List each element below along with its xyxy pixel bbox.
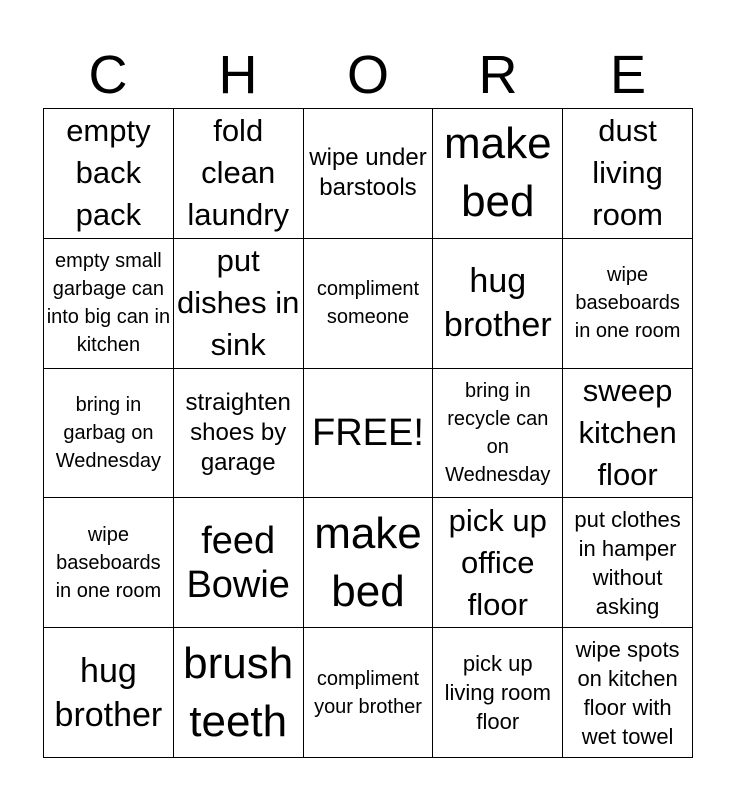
bingo-cell[interactable]: compliment someone xyxy=(304,239,434,369)
bingo-cell[interactable]: put clothes in hamper without asking xyxy=(563,498,693,628)
free-cell[interactable]: FREE! xyxy=(304,369,434,499)
header-letter-h: H xyxy=(218,45,258,105)
bingo-cell[interactable]: wipe baseboards in one room xyxy=(563,239,693,369)
bingo-cell[interactable]: make bed xyxy=(433,109,563,239)
bingo-cell[interactable]: hug brother xyxy=(44,628,174,758)
bingo-cell[interactable]: dust living room xyxy=(563,109,693,239)
bingo-cell[interactable]: bring in recycle can on Wednesday xyxy=(433,369,563,499)
bingo-cell[interactable]: pick up living room floor xyxy=(433,628,563,758)
bingo-grid xyxy=(43,108,693,758)
bingo-cell[interactable]: bring in garbag on Wednesday xyxy=(44,369,174,499)
bingo-cell[interactable]: feed Bowie xyxy=(174,498,304,628)
bingo-cell[interactable]: wipe under barstools xyxy=(304,109,434,239)
bingo-cell[interactable]: put dishes in sink xyxy=(174,239,304,369)
header-letter-c: C xyxy=(88,45,128,105)
header-letter-r: R xyxy=(478,45,518,105)
header-letter-o: O xyxy=(346,45,389,105)
bingo-cell[interactable]: make bed xyxy=(304,498,434,628)
bingo-cell[interactable]: pick up office floor xyxy=(433,498,563,628)
bingo-cell[interactable]: sweep kitchen floor xyxy=(563,369,693,499)
bingo-cell[interactable]: hug brother xyxy=(433,239,563,369)
bingo-cell[interactable]: fold clean laundry xyxy=(174,109,304,239)
bingo-cell[interactable]: brush teeth xyxy=(174,628,304,758)
bingo-cell[interactable]: empty back pack xyxy=(44,109,174,239)
bingo-header xyxy=(43,42,693,108)
bingo-cell[interactable]: compliment your brother xyxy=(304,628,434,758)
header-letter-e: E xyxy=(609,45,647,105)
bingo-cell[interactable]: empty small garbage can into big can in kitchen xyxy=(44,239,174,369)
bingo-cell[interactable]: wipe spots on kitchen floor with wet towel xyxy=(563,628,693,758)
bingo-cell[interactable]: straighten shoes by garage xyxy=(174,369,304,499)
bingo-cell[interactable]: wipe baseboards in one room xyxy=(44,498,174,628)
